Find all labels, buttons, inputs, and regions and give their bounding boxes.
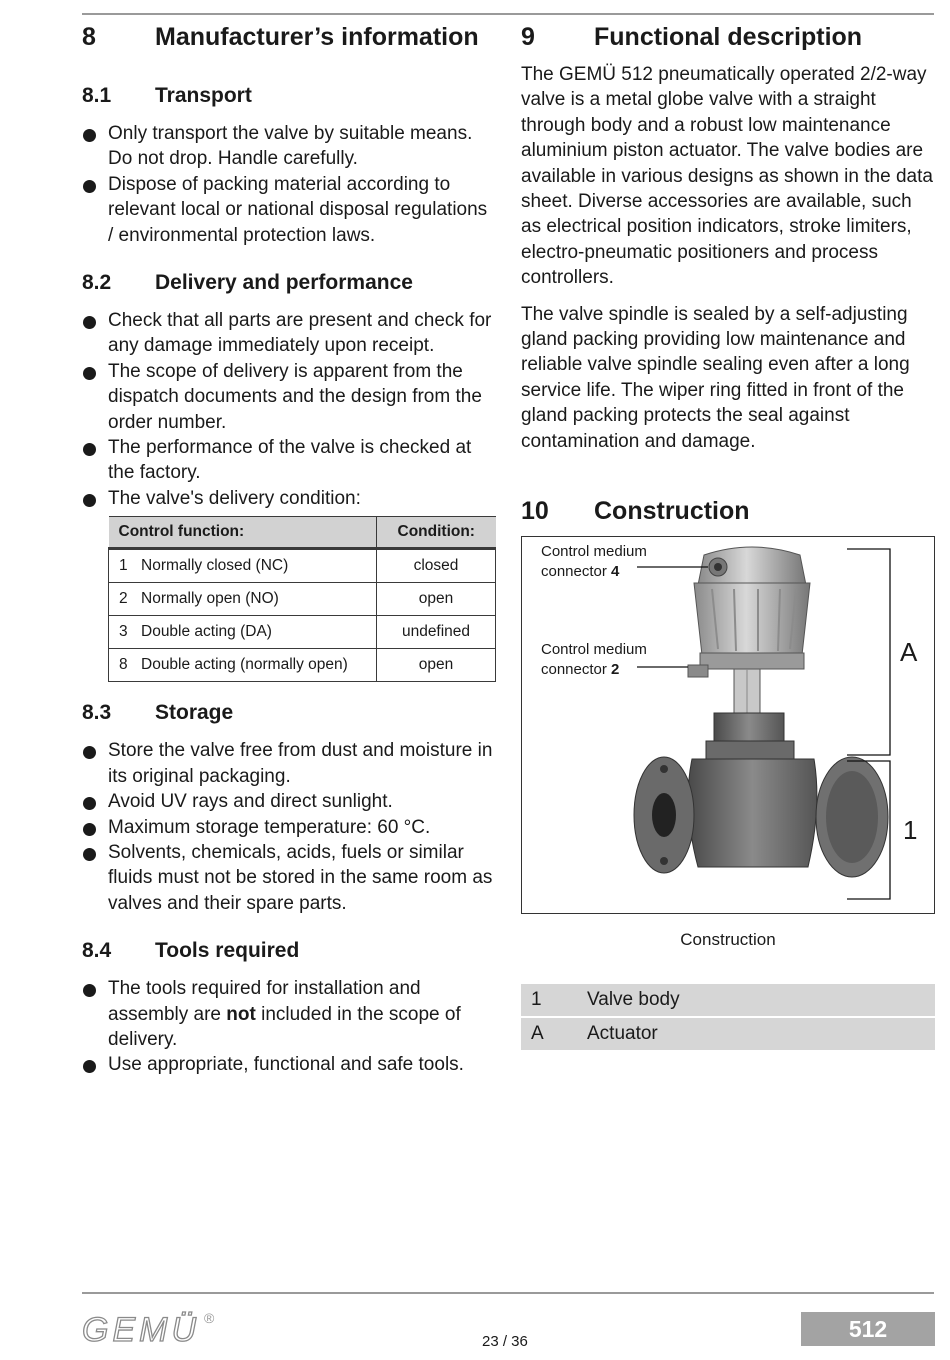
condition-cell: closed bbox=[377, 549, 496, 583]
condition-cell: open bbox=[377, 649, 496, 682]
construction-figure bbox=[521, 536, 935, 914]
list-item: The valve's delivery condition: bbox=[82, 486, 497, 511]
table-row bbox=[109, 616, 496, 649]
table-row bbox=[109, 583, 496, 616]
section-8-4-heading: 8.4 Tools required bbox=[82, 939, 300, 963]
figure-caption: Construction bbox=[680, 930, 776, 950]
list-item: Maximum storage temperature: 60 °C. bbox=[82, 815, 497, 840]
footer-rule bbox=[82, 1292, 934, 1294]
tools-list bbox=[82, 976, 497, 1078]
condition-cell: open bbox=[377, 583, 496, 616]
control-function-cell: 8 Double acting (normally open) bbox=[109, 649, 377, 682]
header-rule bbox=[82, 13, 934, 15]
connector-4-label: Control medium connector 4 bbox=[541, 543, 647, 581]
control-function-cell: 3 Double acting (DA) bbox=[109, 616, 377, 649]
valve-illustration bbox=[522, 537, 934, 913]
list-item: Use appropriate, functional and safe tools. bbox=[82, 1052, 497, 1077]
control-function-cell: 2 Normally open (NO) bbox=[109, 583, 377, 616]
list-item: The performance of the valve is checked at the factory. bbox=[82, 435, 497, 486]
transport-list bbox=[82, 121, 497, 248]
table-row bbox=[109, 549, 496, 583]
column-header-control-function: Control function: bbox=[109, 517, 377, 549]
condition-cell: undefined bbox=[377, 616, 496, 649]
list-item: The scope of delivery is apparent from the dispatch documents and the design from the order number. bbox=[82, 359, 497, 435]
left-column bbox=[82, 18, 497, 1078]
table-header-row bbox=[109, 517, 496, 549]
table-row bbox=[109, 649, 496, 682]
bracket-a-label: A bbox=[900, 637, 918, 668]
connector-2-label: Control medium connector 2 bbox=[541, 641, 647, 679]
bracket-1-label: 1 bbox=[903, 815, 918, 846]
page-number: 23 / 36 bbox=[482, 1333, 528, 1350]
section-8-heading: 8 Manufacturer’s information bbox=[82, 23, 479, 51]
model-number-badge: 512 bbox=[801, 1312, 935, 1346]
section-8-3-heading: 8.3 Storage bbox=[82, 701, 234, 725]
legend-row: 1 Valve body bbox=[521, 984, 935, 1016]
delivery-list bbox=[82, 308, 497, 511]
list-item: Store the valve free from dust and moisture in its original packaging. bbox=[82, 738, 497, 789]
list-item: The tools required for installation and assembly are not included in the scope of delivery. bbox=[82, 976, 497, 1052]
section-10-heading: 10 Construction bbox=[521, 497, 750, 526]
storage-list bbox=[82, 738, 497, 916]
gemu-logo: GEMÜ ® bbox=[82, 1310, 215, 1349]
construction-legend bbox=[521, 984, 935, 1050]
list-item: Only transport the valve by suitable means. Do not drop. Handle carefully. bbox=[82, 121, 497, 172]
section-9-heading: 9 Functional description bbox=[521, 23, 863, 51]
list-item: Dispose of packing material according to relevant local or national disposal regulations / environmental protection laws. bbox=[82, 172, 497, 248]
column-header-condition: Condition: bbox=[377, 517, 496, 549]
section-8-2-heading: 8.2 Delivery and performance bbox=[82, 271, 413, 295]
control-function-cell: 1 Normally closed (NC) bbox=[109, 549, 377, 583]
list-item: Solvents, chemicals, acids, fuels or similar fluids must not be stored in the same room as valves and their spare parts. bbox=[82, 840, 497, 916]
legend-row: A Actuator bbox=[521, 1018, 935, 1050]
list-item: Check that all parts are present and check for any damage immediately upon receipt. bbox=[82, 308, 497, 359]
right-column bbox=[521, 18, 935, 1050]
list-item: Avoid UV rays and direct sunlight. bbox=[82, 789, 497, 814]
functional-description-paragraph: The GEMÜ 512 pneumatically operated 2/2-way valve is a metal globe valve with a straight through body and a robust low maintenance aluminium piston actuator. The valve bodies are available in various designs as shown in the data sheet. Diverse accessories are available, such as electrical position indicators, stroke limiters, electro-pneumatic positioners and process controllers. bbox=[521, 64, 933, 289]
functional-description-paragraph: The valve spindle is sealed by a self-adjusting gland packing providing low maintenance and reliable valve spindle sealing even after a long service life. The wiper ring fitted in front of the gland packing protects the seal against contamination and damage. bbox=[521, 303, 910, 452]
section-8-1-heading: 8.1 Transport bbox=[82, 84, 252, 107]
delivery-condition-table bbox=[108, 516, 496, 682]
